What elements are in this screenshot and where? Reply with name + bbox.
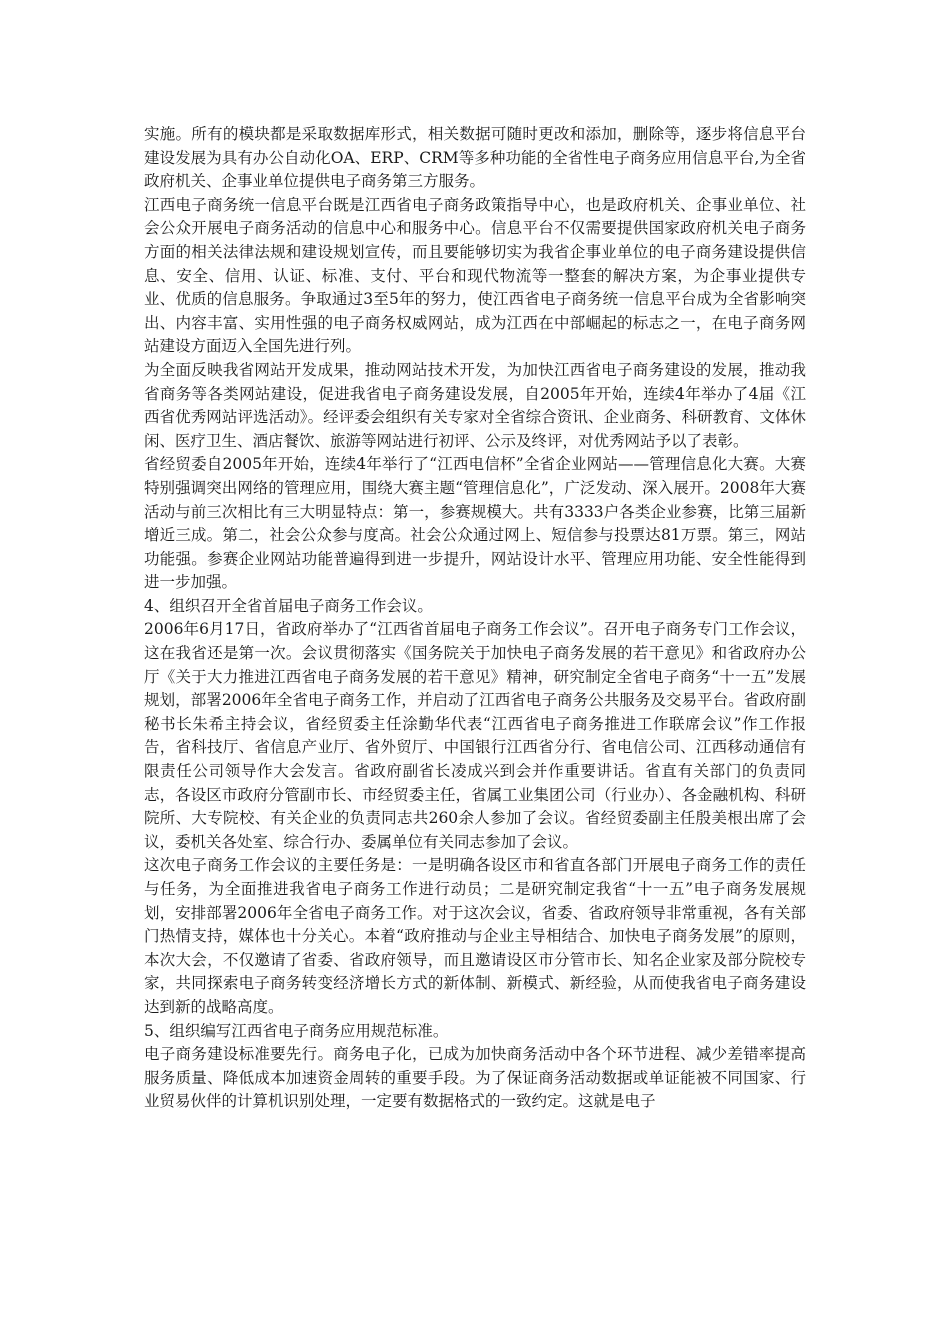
paragraph-conference-details: 2006年6月17日，省政府举办了“江西省首届电子商务工作会议”。召开电子商务专门工作会议，这在我省还是第一次。会议贯彻落实《国务院关于加快电子商务发展的若干意见》和省政府办公厅《关于大力推进江西省电子商务发展的若干意见》精神，研究制定全省电子商务“十一五”发展规划，部署2006年全省电子商务工作，并启动了江西省电子商务公共服务及交易平台。省政府副秘书长朱希主持会议，省经贸委主任涂勤华代表“江西省电子商务推进工作联席会议”作工作报告，省科技厅、省信息产业厅、省外贸厅、中国银行江西省分行、省电信公司、江西移动通信有限责任公司领导作大会发言。省政府副省长凌成兴到会并作重要讲话。省直有关部门的负责同志，各设区市政府分管副市长、市经贸委主任，省属工业集团公司（行业办）、各金融机构、科研院所、大专院校、有关企业的负责同志共260余人参加了会议。省经贸委副主任殷美根出席了会议，委机关各处室、综合行办、委属单位有关同志参加了会议。 bbox=[144, 620, 806, 851]
paragraph-conference-tasks: 这次电子商务工作会议的主要任务是：一是明确各设区市和省直各部门开展电子商务工作的责任与任务，为全面推进我省电子商务工作进行动员；二是研究制定我省“十一五”电子商务发展规划，安排部署2006年全省电子商务工作。对于这次会议，省委、省政府领导非常重视，各有关部门热情支持，媒体也十分关心。本着“政府推动与企业主导相结合、加快电子商务发展”的原则，本次大会，不仅邀请了省委、省政府领导，而且邀请设区市分管市长、知名企业家及部分院校专家，共同探索电子商务转变经济增长方式的新体制、新模式、新经验，从而使我省电子商务建设达到新的战略高度。 bbox=[144, 856, 806, 1016]
document-body bbox=[144, 123, 806, 1114]
paragraph-module-implementation: 实施。所有的模块都是采取数据库形式，相关数据可随时更改和添加，删除等，逐步将信息平台建设发展为具有办公自动化OA、ERP、CRM等多种功能的全省性电子商务应用信息平台,为全省政府机关、企事业单位提供电子商务第三方服务。 bbox=[144, 125, 806, 191]
paragraph-website-awards: 为全面反映我省网站开发成果，推动网站技术开发，为加快江西省电子商务建设的发展，推动我省商务等各类网站建设，促进我省电子商务建设发展，自2005年开始，连续4年举办了4届《江西省优秀网站评选活动》。经评委会组织有关专家对全省综合资讯、企业商务、科研教育、文体休闲、医疗卫生、酒店餐饮、旅游等网站进行初评、公示及终评，对优秀网站予以了表彰。 bbox=[144, 360, 806, 450]
section-heading-standards: 5、组织编写江西省电子商务应用规范标准。 bbox=[144, 1021, 449, 1040]
section-heading-conference: 4、组织召开全省首届电子商务工作会议。 bbox=[144, 596, 433, 615]
paragraph-website-contest: 省经贸委自2005年开始，连续4年举行了“江西电信杯”全省企业网站——管理信息化大赛。大赛特别强调突出网络的管理应用，围绕大赛主题“管理信息化”，广泛发动、深入展开。2008年大赛活动与前三次相比有三大明显特点：第一，参赛规模大。共有3333户各类企业参赛，比第三届新增近三成。第二，社会公众参与度高。社会公众通过网上、短信参与投票达81万票。第三，网站功能强。参赛企业网站功能普遍得到进一步提升，网站设计水平、管理应用功能、安全性能得到进一步加强。 bbox=[144, 455, 806, 592]
paragraph-info-platform: 江西电子商务统一信息平台既是江西省电子商务政策指导中心，也是政府机关、企事业单位、社会公众开展电子商务活动的信息中心和服务中心。信息平台不仅需要提供国家政府机关电子商务方面的相关法律法规和建设规划宣传，而且要能够切实为我省企事业单位的电子商务建设提供信息、安全、信用、认证、标准、支付、平台和现代物流等一整套的解决方案，为企事业提供专业、优质的信息服务。争取通过3至5年的努力，使江西省电子商务统一信息平台成为全省影响突出、内容丰富、实用性强的电子商务权威网站，成为江西在中部崛起的标志之一，在电子商务网站建设方面迈入全国先进行列。 bbox=[144, 195, 806, 356]
paragraph-standards: 电子商务建设标准要先行。商务电子化，已成为加快商务活动中各个环节进程、减少差错率提高服务质量、降低成本加速资金周转的重要手段。为了保证商务活动数据或单证能被不同国家、行业贸易伙伴的计算机识别处理，一定要有数据格式的一致约定。这就是电子 bbox=[144, 1045, 806, 1111]
